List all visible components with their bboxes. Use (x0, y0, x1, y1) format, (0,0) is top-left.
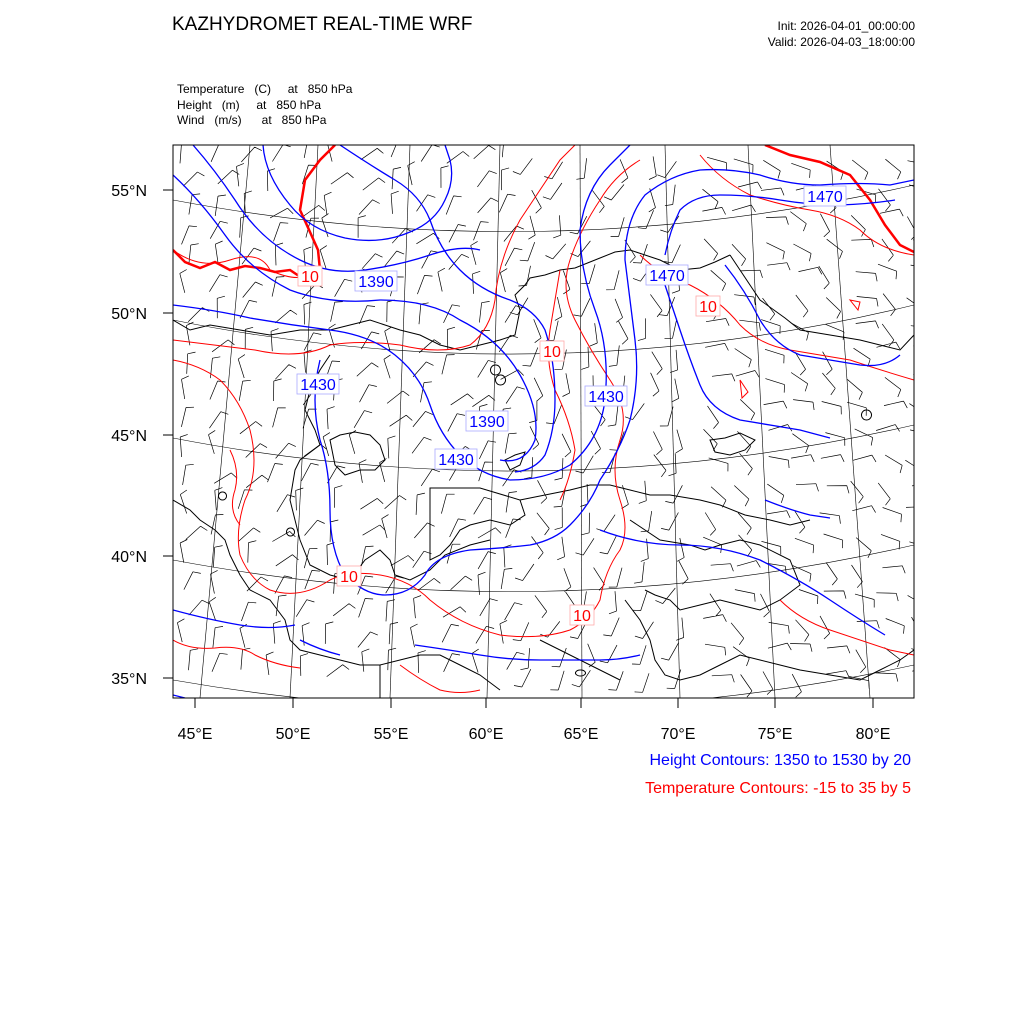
lat-label-35: 35°N (111, 671, 147, 688)
temperature-label: 10 (301, 269, 319, 286)
map-panel (173, 145, 914, 698)
field-temperature: Temperature (C) at 850 hPa (177, 82, 353, 96)
lat-label-45: 45°N (111, 428, 147, 445)
lat-label-50: 50°N (111, 306, 147, 323)
init-time: Init: 2026-04-01_00:00:00 (777, 19, 915, 33)
height-contour-note: Height Contours: 1350 to 1530 by 20 (649, 752, 911, 769)
height-label: 1430 (300, 377, 336, 394)
lon-label-75: 75°E (757, 726, 793, 743)
field-height: Height (m) at 850 hPa (177, 97, 322, 112)
height-label: 1470 (807, 189, 843, 206)
lat-label-40: 40°N (111, 549, 147, 566)
lon-label-70: 70°E (660, 726, 696, 743)
temperature-label: 10 (699, 299, 717, 316)
height-label: 1470 (649, 268, 685, 285)
lon-label-80: 80°E (855, 726, 891, 743)
height-label: 1430 (588, 389, 624, 406)
lon-label-55: 55°E (373, 726, 409, 743)
map-title: KAZHYDROMET REAL-TIME WRF (172, 14, 473, 35)
lat-label-55: 55°N (111, 183, 147, 200)
temperature-label: 10 (573, 608, 591, 625)
temperature-label: 10 (543, 344, 561, 361)
height-label: 1430 (438, 452, 474, 469)
lon-label-60: 60°E (468, 726, 504, 743)
field-wind: Wind (m/s) at 850 hPa (177, 113, 327, 127)
lon-label-65: 65°E (563, 726, 599, 743)
temperature-contour-note: Temperature Contours: -15 to 35 by 5 (645, 780, 911, 797)
lon-label-45: 45°E (177, 726, 213, 743)
temperature-label: 10 (340, 569, 358, 586)
lon-label-50: 50°E (275, 726, 311, 743)
valid-time: Valid: 2026-04-03_18:00:00 (767, 35, 915, 49)
height-label: 1390 (358, 274, 394, 291)
height-label: 1390 (469, 414, 505, 431)
